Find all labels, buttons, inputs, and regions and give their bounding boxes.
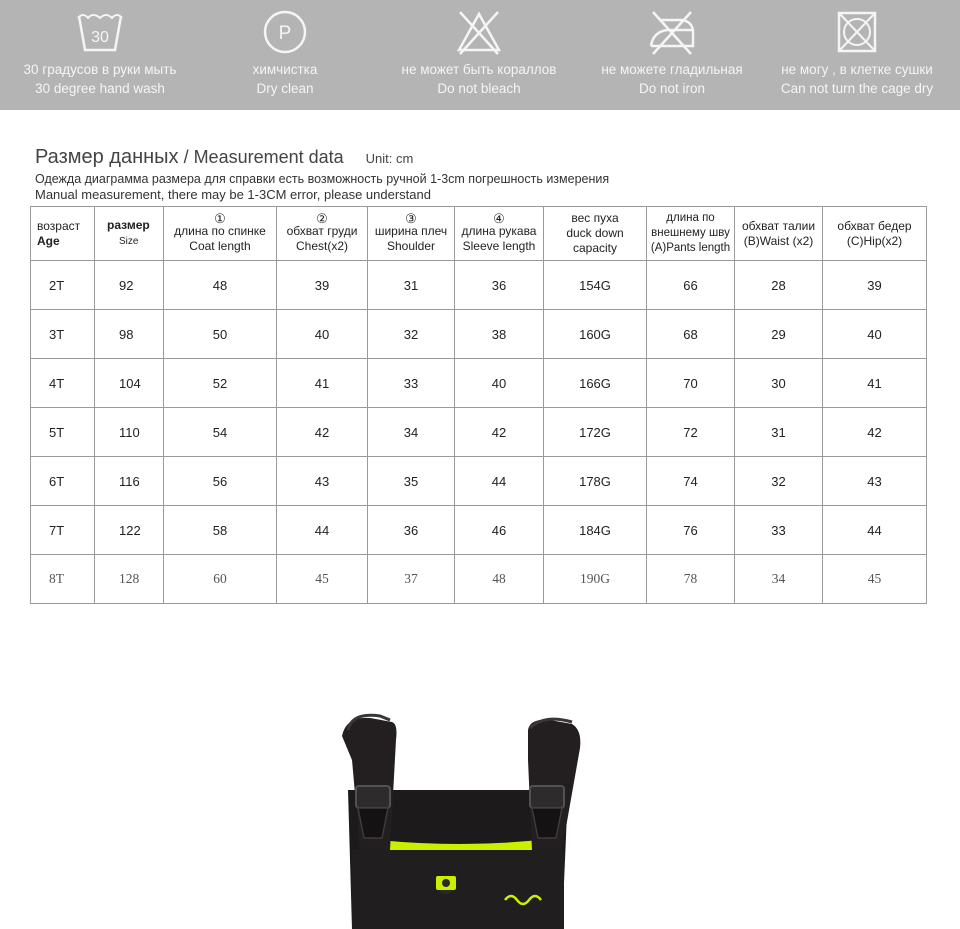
care-label-ru: не может быть кораллов — [401, 62, 557, 77]
cell-age: 2T — [31, 261, 95, 310]
cell-size: 122 — [95, 506, 164, 555]
cell-size: 104 — [95, 359, 164, 408]
title-en: / Measurement data — [178, 147, 344, 167]
table-row — [31, 555, 927, 604]
cell-hip: 44 — [823, 506, 927, 555]
cell-coat-length: 58 — [164, 506, 277, 555]
cell-down-capacity: 154G — [544, 261, 647, 310]
care-item-dry-clean — [190, 0, 380, 110]
product-photo-bib-pants — [300, 700, 620, 929]
care-item-hand-wash — [5, 0, 195, 110]
care-label-en: Dry clean — [256, 81, 314, 96]
cell-chest: 45 — [277, 555, 368, 604]
cell-waist: 31 — [735, 408, 823, 457]
note-ru: Одежда диаграмма размера для справки есть возможность ручной 1-3cm погрешность измерения — [35, 172, 610, 186]
svg-text:P: P — [278, 23, 292, 44]
cell-shoulder: 34 — [368, 408, 455, 457]
cell-age: 3T — [31, 310, 95, 359]
cell-sleeve-length: 42 — [455, 408, 544, 457]
header-size: размер Size — [95, 207, 164, 261]
cell-coat-length: 60 — [164, 555, 277, 604]
cell-pants-length: 76 — [647, 506, 735, 555]
dry-clean-icon — [260, 8, 310, 56]
svg-text:30: 30 — [91, 29, 109, 46]
header-coat-length: ① длина по спинке Coat length — [164, 207, 277, 261]
cell-hip: 39 — [823, 261, 927, 310]
cell-coat-length: 54 — [164, 408, 277, 457]
cell-waist: 33 — [735, 506, 823, 555]
unit-label: Unit: cm — [365, 151, 414, 166]
cell-shoulder: 35 — [368, 457, 455, 506]
cell-waist: 30 — [735, 359, 823, 408]
header-hip: обхват бедер (C)Hip(x2) — [823, 207, 927, 261]
header-sleeve-length: ④ длина рукава Sleeve length — [455, 207, 544, 261]
table-row — [31, 408, 927, 457]
cell-size: 98 — [95, 310, 164, 359]
cell-chest: 44 — [277, 506, 368, 555]
cell-coat-length: 48 — [164, 261, 277, 310]
cell-waist: 34 — [735, 555, 823, 604]
care-item-no-bleach — [384, 0, 574, 110]
cell-hip: 43 — [823, 457, 927, 506]
care-label-ru: химчистка — [252, 62, 318, 77]
care-label-ru: не могу , в клетке сушки — [781, 62, 933, 77]
cell-coat-length: 56 — [164, 457, 277, 506]
do-not-iron-icon — [647, 8, 697, 56]
cell-down-capacity: 190G — [544, 555, 647, 604]
cell-age: 5T — [31, 408, 95, 457]
cell-pants-length: 78 — [647, 555, 735, 604]
cell-size: 116 — [95, 457, 164, 506]
cell-shoulder: 37 — [368, 555, 455, 604]
table-row — [31, 457, 927, 506]
hand-wash-30-icon — [75, 8, 125, 56]
cell-hip: 42 — [823, 408, 927, 457]
table-row — [31, 359, 927, 408]
cell-age: 8T — [31, 555, 95, 604]
care-label-ru: 30 градусов в руки мыть — [23, 62, 177, 77]
care-item-no-iron — [577, 0, 767, 110]
do-not-bleach-icon — [454, 8, 504, 56]
cell-size: 128 — [95, 555, 164, 604]
cell-age: 6T — [31, 457, 95, 506]
cell-chest: 43 — [277, 457, 368, 506]
cell-sleeve-length: 46 — [455, 506, 544, 555]
care-item-no-tumble-dry — [762, 0, 952, 110]
cell-size: 110 — [95, 408, 164, 457]
header-down-capacity: вес пуха duck down capacity — [544, 207, 647, 261]
cell-waist: 29 — [735, 310, 823, 359]
table-row — [31, 506, 927, 555]
cell-hip: 41 — [823, 359, 927, 408]
cell-hip: 40 — [823, 310, 927, 359]
cell-size: 92 — [95, 261, 164, 310]
cell-hip: 45 — [823, 555, 927, 604]
cell-coat-length: 50 — [164, 310, 277, 359]
cell-shoulder: 33 — [368, 359, 455, 408]
do-not-tumble-dry-icon — [832, 8, 882, 56]
care-label-en: 30 degree hand wash — [35, 81, 165, 96]
care-label-en: Do not bleach — [437, 81, 521, 96]
cell-chest: 39 — [277, 261, 368, 310]
size-chart-table — [30, 206, 927, 604]
cell-shoulder: 31 — [368, 261, 455, 310]
title-ru: Размер данных — [35, 146, 179, 168]
cell-down-capacity: 166G — [544, 359, 647, 408]
note-en: Manual measurement, there may be 1-3CM error, please understand — [35, 187, 431, 202]
header-waist: обхват талии (B)Waist (x2) — [735, 207, 823, 261]
cell-sleeve-length: 48 — [455, 555, 544, 604]
cell-sleeve-length: 44 — [455, 457, 544, 506]
cell-waist: 32 — [735, 457, 823, 506]
measurement-heading — [35, 146, 413, 169]
cell-pants-length: 68 — [647, 310, 735, 359]
cell-pants-length: 74 — [647, 457, 735, 506]
cell-age: 4T — [31, 359, 95, 408]
cell-shoulder: 36 — [368, 506, 455, 555]
care-label-en: Do not iron — [638, 81, 706, 96]
cell-down-capacity: 178G — [544, 457, 647, 506]
cell-pants-length: 70 — [647, 359, 735, 408]
cell-sleeve-length: 38 — [455, 310, 544, 359]
cell-waist: 28 — [735, 261, 823, 310]
header-shoulder: ③ ширина плеч Shoulder — [368, 207, 455, 261]
care-instructions-banner — [0, 0, 960, 110]
cell-down-capacity: 160G — [544, 310, 647, 359]
header-chest: ② обхват груди Chest(x2) — [277, 207, 368, 261]
header-pants-length: длина по внешнему шву (A)Pants length — [647, 207, 735, 261]
cell-pants-length: 72 — [647, 408, 735, 457]
header-age: возраст Age — [31, 207, 95, 261]
cell-chest: 42 — [277, 408, 368, 457]
table-row — [31, 310, 927, 359]
cell-sleeve-length: 40 — [455, 359, 544, 408]
table-row — [31, 261, 927, 310]
table-header-row — [31, 207, 927, 261]
cell-age: 7T — [31, 506, 95, 555]
cell-down-capacity: 184G — [544, 506, 647, 555]
cell-coat-length: 52 — [164, 359, 277, 408]
cell-pants-length: 66 — [647, 261, 735, 310]
care-label-ru: не можете гладильная — [601, 62, 743, 77]
cell-down-capacity: 172G — [544, 408, 647, 457]
cell-chest: 40 — [277, 310, 368, 359]
cell-shoulder: 32 — [368, 310, 455, 359]
cell-sleeve-length: 36 — [455, 261, 544, 310]
table-body — [31, 261, 927, 604]
cell-chest: 41 — [277, 359, 368, 408]
care-label-en: Can not turn the cage dry — [780, 81, 934, 96]
